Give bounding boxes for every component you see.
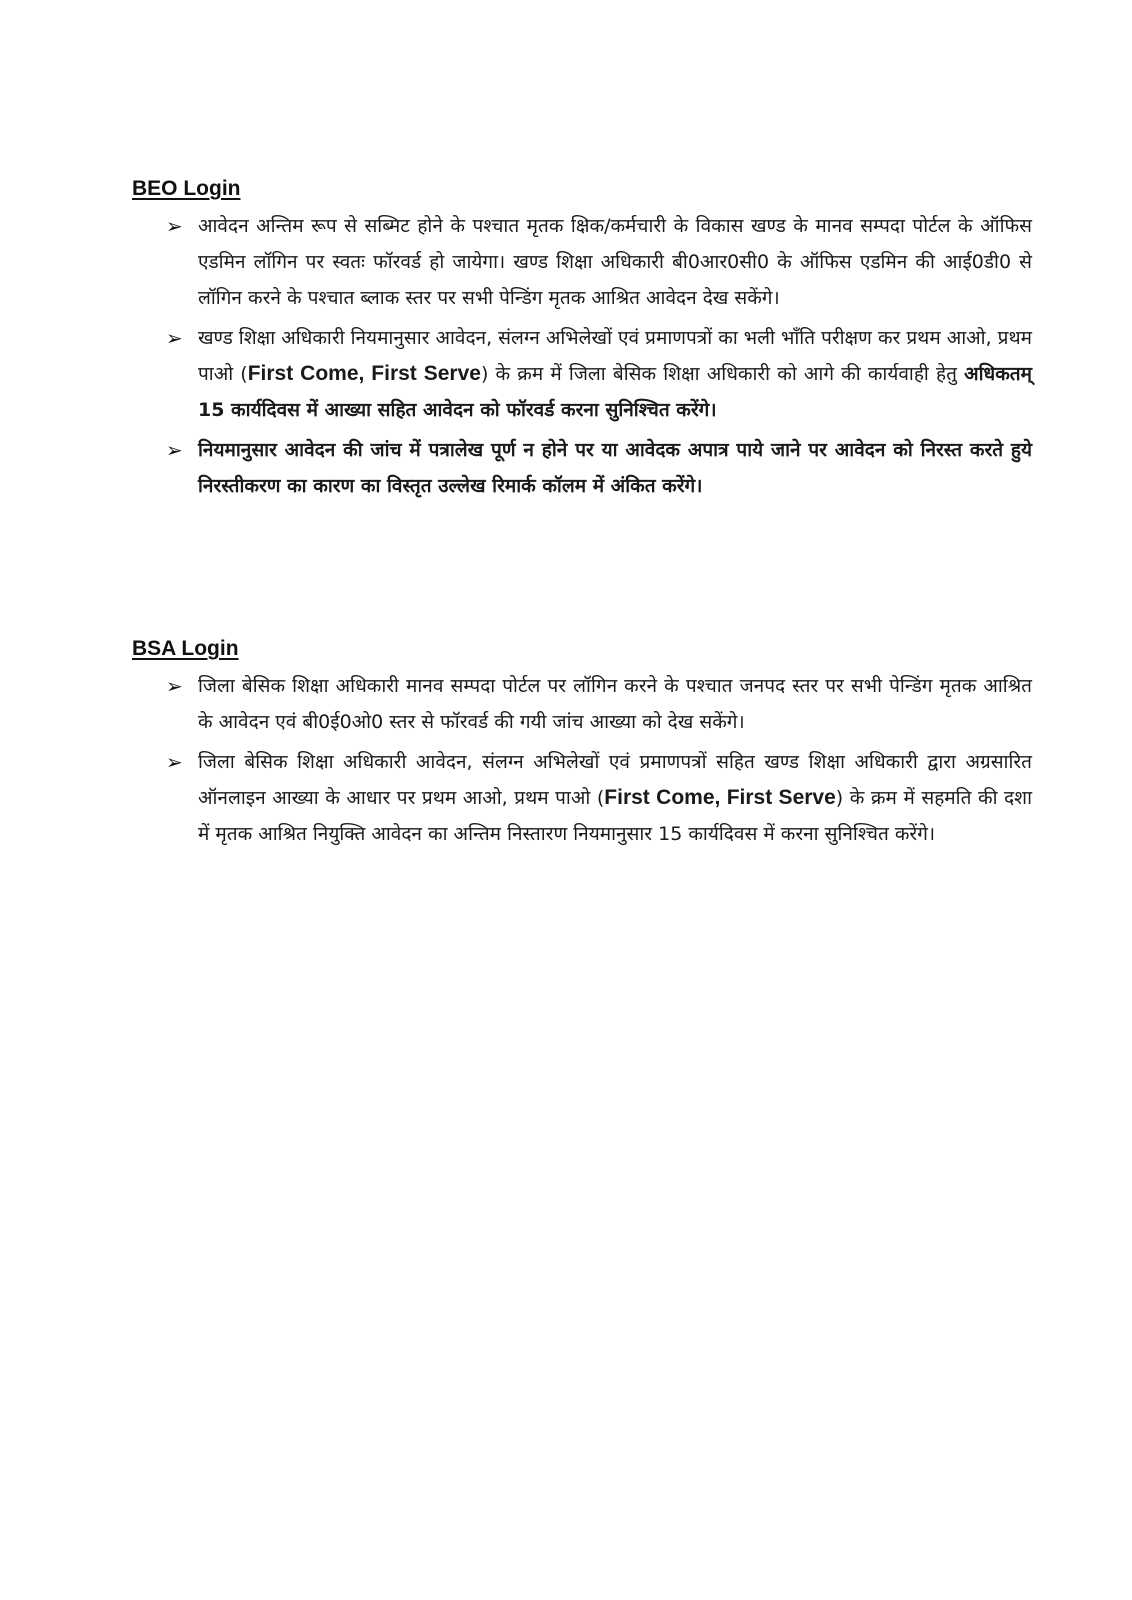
list-item bbox=[132, 208, 1032, 316]
list-item bbox=[132, 668, 1032, 740]
arrow-bullet-icon: ➢ bbox=[166, 326, 183, 350]
beo-login-section bbox=[132, 176, 1032, 508]
arrow-bullet-icon: ➢ bbox=[166, 438, 183, 462]
list-item bbox=[132, 320, 1032, 428]
list-item bbox=[132, 744, 1032, 852]
bullet-list bbox=[132, 208, 1032, 504]
bullet-list bbox=[132, 668, 1032, 852]
paragraph-text: खण्ड शिक्षा अधिकारी नियमानुसार आवेदन, संलग्न अभिलेखों एवं प्रमाणपत्रों का भली भाँति परीक्षण कर प्रथम आओ, प्रथम पाओ (First Come, First Serve) के क्रम में जिला बेसिक शिक्षा अधिकारी को आगे की कार्यवाही हेतु अधिकतम् 15 कार्यदिवस में आख्या सहित आवेदन को फॉरवर्ड करना सुनिश्चित करेंगे। bbox=[198, 327, 1032, 421]
section-heading: BSA Login bbox=[132, 637, 239, 660]
paragraph-text: जिला बेसिक शिक्षा अधिकारी आवेदन, संलग्न अभिलेखों एवं प्रमाणपत्रों सहित खण्ड शिक्षा अधिकारी द्वारा अग्रसारित ऑनलाइन आख्या के आधार पर प्रथम आओ, प्रथम पाओ (First Come, First Serve) के क्रम में सहमति की दशा में मृतक आश्रित नियुक्ति आवेदन का अन्तिम निस्तारण नियमानुसार 15 कार्यदिवस में करना सुनिश्चित करेंगे। bbox=[198, 751, 1032, 845]
list-item bbox=[132, 432, 1032, 504]
arrow-bullet-icon: ➢ bbox=[166, 674, 183, 698]
arrow-bullet-icon: ➢ bbox=[166, 214, 183, 238]
section-heading: BEO Login bbox=[132, 177, 241, 200]
paragraph-text: जिला बेसिक शिक्षा अधिकारी मानव सम्पदा पोर्टल पर लॉगिन करने के पश्चात जनपद स्तर पर सभी पेन्डिंग मृतक आश्रित के आवेदन एवं बी0ई0ओ0 स्तर से फॉरवर्ड की गयी जांच आख्या को देख सकेंगे। bbox=[198, 675, 1032, 733]
paragraph-text: आवेदन अन्तिम रूप से सब्मिट होने के पश्चात मृतक क्षिक/कर्मचारी के विकास खण्ड के मानव सम्पदा पोर्टल के ऑफिस एडमिन लॉगिन पर स्वतः फॉरवर्ड हो जायेगा। खण्ड शिक्षा अधिकारी बी0आर0सी0 के ऑफिस एडमिन की आई0डी0 से लॉगिन करने के पश्चात ब्लाक स्तर पर सभी पेन्डिंग मृतक आश्रित आवेदन देख सकेंगे। bbox=[198, 215, 1032, 309]
paragraph-text: नियमानुसार आवेदन की जांच में पत्रालेख पूर्ण न होने पर या आवेदक अपात्र पाये जाने पर आवेदन को निरस्त करते हुये निरस्तीकरण का कारण का विस्तृत उल्लेख रिमार्क कॉलम में अंकित करेंगे। bbox=[198, 439, 1032, 497]
arrow-bullet-icon: ➢ bbox=[166, 750, 183, 774]
bsa-login-section bbox=[132, 636, 1032, 856]
